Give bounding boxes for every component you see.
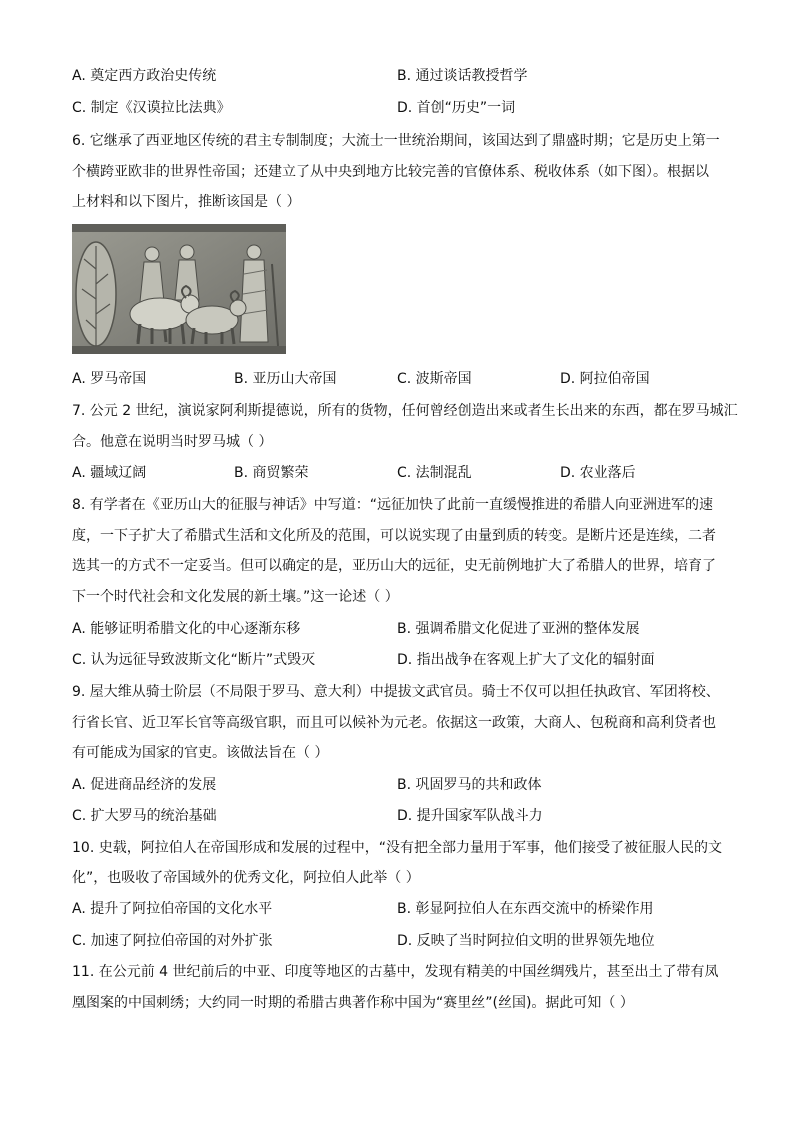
q10-option-b: B. 彰显阿拉伯人在东西交流中的桥梁作用 (397, 901, 654, 917)
q6-option-b: B. 亚历山大帝国 (234, 371, 337, 387)
q8-option-c: C. 认为远征导致波斯文化“断片”式毁灭 (72, 652, 316, 668)
q11-stem-line: 11. 在公元前 4 世纪前后的中亚、印度等地区的古墓中，发现有精美的中国丝绸残片，甚至出土了带有凤 (72, 964, 719, 980)
q9-stem-line: 有可能成为国家的官吏。该做法旨在（ ） (72, 745, 329, 761)
relief-drawing (72, 224, 286, 354)
q9-option-a: A. 促进商品经济的发展 (72, 777, 217, 793)
q9-option-d: D. 提升国家军队战斗力 (397, 808, 543, 824)
q8-stem-line: 8. 有学者在《亚历山大的征服与神话》中写道：“远征加快了此前一直缓慢推进的希腊人向亚洲进军的速 (72, 497, 714, 513)
q10-stem-line: 10. 史载，阿拉伯人在帝国形成和发展的过程中，“没有把全部力量用于军事，他们接受了被征服人民的文 (72, 840, 722, 856)
q6-option-d: D. 阿拉伯帝国 (560, 371, 650, 387)
q8-stem-line: 下一个时代社会和文化发展的新土壤。”这一论述（ ） (72, 589, 399, 605)
q5-option-d: D. 首创“历史”一词 (397, 100, 516, 116)
q6-stem-line: 个横跨亚欧非的世界性帝国；还建立了从中央到地方比较完善的官僚体系、税收体系（如下图）。根据以 (72, 164, 709, 180)
q6-option-a: A. 罗马帝国 (72, 371, 147, 387)
q8-option-b: B. 强调希腊文化促进了亚洲的整体发展 (397, 621, 640, 637)
q7-option-a: A. 疆域辽阔 (72, 465, 147, 481)
q5-option-a: A. 奠定西方政治史传统 (72, 68, 217, 84)
q10-option-d: D. 反映了当时阿拉伯文明的世界领先地位 (397, 933, 655, 949)
q11-stem-line: 凰图案的中国刺绣；大约同一时期的希腊古典著作称中国为“赛里丝”(丝国)。据此可知（ ） (72, 995, 634, 1011)
q5-option-c: C. 制定《汉谟拉比法典》 (72, 100, 231, 116)
q6-stem-line: 上材料和以下图片，推断该国是（ ） (72, 194, 301, 210)
q10-stem-line: 化”，也吸收了帝国域外的优秀文化，阿拉伯人此举（ ） (72, 870, 420, 886)
q8-stem-line: 度，一下子扩大了希腊式生活和文化所及的范围，可以说实现了由量到质的转变。是断片还是连续，二者 (72, 528, 716, 544)
q7-option-b: B. 商贸繁荣 (234, 465, 309, 481)
q9-stem-line: 行省长官、近卫军长官等高级官职，而且可以候补为元老。依据这一政策，大商人、包税商和高利贷者也 (72, 715, 716, 731)
q7-stem-line: 合。他意在说明当时罗马城（ ） (72, 434, 273, 450)
q8-option-a: A. 能够证明希腊文化的中心逐渐东移 (72, 621, 301, 637)
q8-stem-line: 选其一的方式不一定妥当。但可以确定的是，亚历山大的远征，史无前例地扩大了希腊人的世界，培育了 (72, 558, 716, 574)
q7-option-d: D. 农业落后 (560, 465, 636, 481)
q9-option-c: C. 扩大罗马的统治基础 (72, 808, 217, 824)
q6-stem-line: 6. 它继承了西亚地区传统的君主专制制度；大流士一世统治期间，该国达到了鼎盛时期；它是历史上第一 (72, 133, 720, 149)
q8-option-d: D. 指出战争在客观上扩大了文化的辐射面 (397, 652, 655, 668)
q9-option-b: B. 巩固罗马的共和政体 (397, 777, 542, 793)
q9-stem-line: 9. 屋大维从骑士阶层（不局限于罗马、意大利）中提拔文武官员。骑士不仅可以担任执政官、军团将校、 (72, 684, 720, 700)
q7-option-c: C. 法制混乱 (397, 465, 472, 481)
persian-relief-image (72, 224, 286, 354)
q10-option-a: A. 提升了阿拉伯帝国的文化水平 (72, 901, 273, 917)
q10-option-c: C. 加速了阿拉伯帝国的对外扩张 (72, 933, 273, 949)
q6-option-c: C. 波斯帝国 (397, 371, 472, 387)
q5-option-b: B. 通过谈话教授哲学 (397, 68, 528, 84)
q7-stem-line: 7. 公元 2 世纪，演说家阿利斯提德说，所有的货物，任何曾经创造出来或者生长出来的东西，都在罗马城汇 (72, 403, 738, 419)
